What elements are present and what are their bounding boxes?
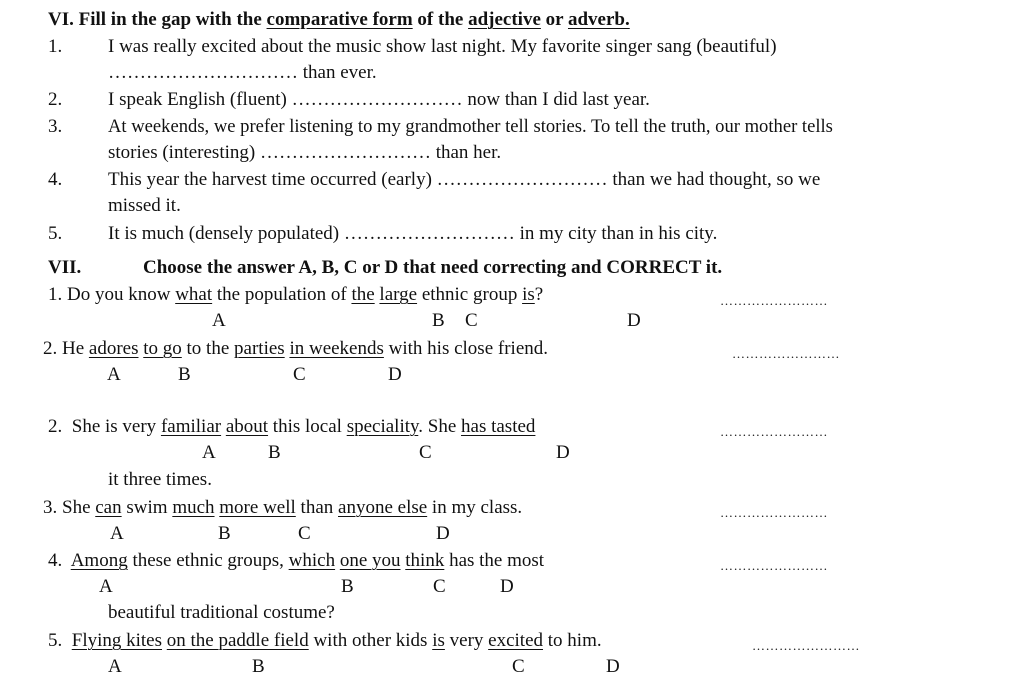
answer-blank[interactable]: …………………… xyxy=(732,346,840,361)
option-label-b: B xyxy=(178,364,191,385)
option-label-c: C xyxy=(512,656,525,677)
item-text: At weekends, we prefer listening to my grandmother tell stories. To tell the truth, our mother tells xyxy=(108,116,833,137)
option-label-a: A xyxy=(108,656,122,677)
item-text-cont: missed it. xyxy=(108,195,181,216)
option-label-b: B xyxy=(268,442,281,463)
answer-blank[interactable]: …………………… xyxy=(720,424,828,439)
question-2: 2. He adores to go to the parties in weekends with his close friend. xyxy=(43,338,548,359)
option-label-d: D xyxy=(500,576,514,597)
item-text-cont: ………………………… than ever. xyxy=(108,62,377,83)
answer-blank[interactable]: …………………… xyxy=(720,293,828,308)
question-5-cont: beautiful traditional costume? xyxy=(108,602,335,623)
answer-blank[interactable]: …………………… xyxy=(752,638,860,653)
item-number: 1. xyxy=(48,36,63,57)
section-7-title: Choose the answer A, B, C or D that need correcting and CORRECT it. xyxy=(143,257,723,278)
option-label-d: D xyxy=(556,442,570,463)
item-text-cont: stories (interesting) ……………………… than her. xyxy=(108,142,502,163)
question-6: 5. Flying kites on the paddle field with other kids is very excited to him. xyxy=(48,630,602,651)
item-number: 2. xyxy=(48,89,63,110)
option-label-a: A xyxy=(107,364,121,385)
item-number: 5. xyxy=(48,223,63,244)
option-label-c: C xyxy=(293,364,306,385)
answer-blank[interactable]: …………………… xyxy=(720,505,828,520)
item-text: I speak English (fluent) ……………………… now than I did last year. xyxy=(108,89,650,110)
option-label-d: D xyxy=(627,310,641,331)
option-label-a: A xyxy=(212,310,226,331)
option-label-d: D xyxy=(436,523,450,544)
option-label-c: C xyxy=(419,442,432,463)
option-label-c: C xyxy=(298,523,311,544)
question-1: 1. Do you know what the population of the large ethnic group is? xyxy=(48,284,544,305)
option-label-a: A xyxy=(99,576,113,597)
item-text: It is much (densely populated) ……………………… in my city than in his city. xyxy=(108,223,718,244)
item-text: This year the harvest time occurred (early) ……………………… than we had thought, so we xyxy=(108,169,821,190)
item-text: I was really excited about the music show last night. My favorite singer sang (beautiful) xyxy=(108,36,777,57)
section-6-title: VI. Fill in the gap with the comparative form of the adjective or adverb. xyxy=(48,9,630,30)
option-label-b: B xyxy=(341,576,354,597)
answer-blank[interactable]: …………………… xyxy=(720,558,828,573)
option-label-c: C xyxy=(465,310,478,331)
item-number: 3. xyxy=(48,116,63,137)
item-number: 4. xyxy=(48,169,63,190)
option-label-b: B xyxy=(252,656,265,677)
section-7-number: VII. xyxy=(48,257,82,278)
option-label-d: D xyxy=(606,656,620,677)
option-label-a: A xyxy=(202,442,216,463)
option-label-b: B xyxy=(432,310,445,331)
option-label-d: D xyxy=(388,364,402,385)
option-label-b: B xyxy=(218,523,231,544)
question-4: 3. She can swim much more well than anyone else in my class. xyxy=(43,497,523,518)
question-3: 2. She is very familiar about this local speciality. She has tasted xyxy=(48,416,536,437)
option-label-c: C xyxy=(433,576,446,597)
question-5: 4. Among these ethnic groups, which one you think has the most xyxy=(48,550,545,571)
question-3-cont: it three times. xyxy=(108,469,212,490)
option-label-a: A xyxy=(110,523,124,544)
